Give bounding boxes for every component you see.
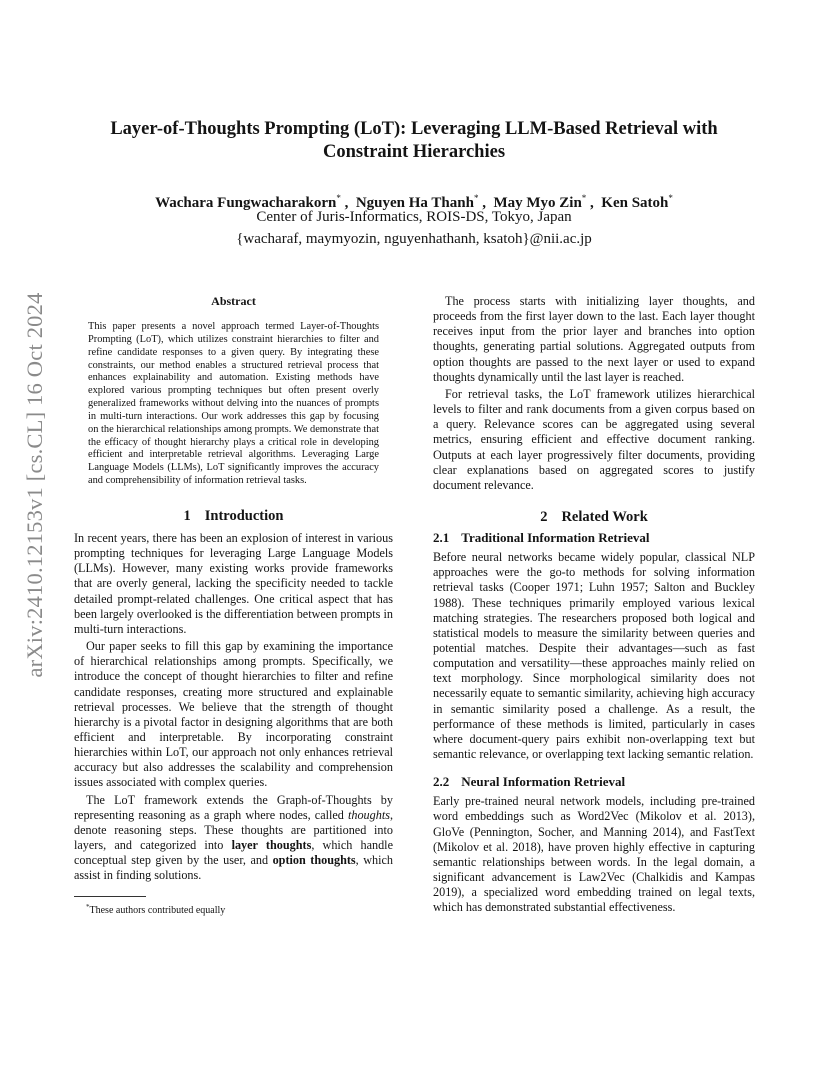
section-heading-related-work: [433, 508, 755, 526]
left-column: [74, 294, 393, 917]
right-column: [433, 294, 755, 915]
section-heading-introduction: [74, 507, 393, 525]
term-layer-thoughts: layer thoughts: [231, 838, 312, 853]
author-mark: *: [336, 193, 341, 203]
section-title: Introduction: [204, 507, 284, 524]
author-mark: *: [668, 193, 673, 203]
neural-ir-paragraph: Early pre-trained neural network models, including pre-trained word embeddings such as Word2Vec (Mikolov et al. 2013), GloVe (Pennington, Socher, and Manning 2014), and FastText (Mikolov et al. 2018), have proven highly effective in capturing semantic relationships between words. In the legal domain, a significant advancement is Law2Vec (Chalkidis and Kampas 2019), a specialized word embedding trained on legal texts, which has demonstrated substantial effectiveness.: [433, 794, 755, 915]
arxiv-id-text: arXiv:2410.12153v1 [cs.CL] 16 Oct 2024: [22, 292, 47, 678]
term-option-thoughts: option thoughts: [272, 853, 356, 868]
intro-p3-text: The LoT framework extends the Graph-of-Thoughts by representing reasoning as a graph where nodes, called: [74, 792, 393, 822]
abstract-heading: Abstract: [211, 294, 256, 308]
author-mark: *: [473, 193, 479, 203]
lot-retrieval-paragraph: For retrieval tasks, the LoT framework utilizes hierarchical levels to filter and rank documents from a given corpus based on a query. Relevance scores can be aggregated using several metrics, ensuring efficient and effective document ranking. Outputs at each layer progressively filter documents, providing clear explanations based on aggregated scores to justify document relevance.: [433, 386, 755, 492]
affiliation: Center of Juris-Informatics, ROIS-DS, Tokyo, Japan: [256, 209, 572, 225]
footnote-divider: [74, 896, 146, 897]
intro-p3-text: , which handle conceptual step given by the user, and: [74, 838, 393, 868]
paper-title: [74, 118, 754, 164]
footnote-text: These authors contributed equally: [89, 904, 226, 916]
author-name: May Myo Zin: [493, 195, 582, 211]
author-name: Nguyen Ha Thanh: [355, 195, 474, 211]
title-line-2: Constraint Hierarchies: [322, 142, 506, 162]
subsection-number: 2.1: [433, 530, 450, 546]
author-name: Wachara Fungwacharakorn: [155, 195, 337, 211]
arxiv-identifier: [20, 290, 50, 680]
author-mark: *: [581, 193, 587, 203]
intro-p3-text: , denote reasoning steps. These thoughts are partitioned into layers, and categorized into: [74, 807, 393, 853]
title-line-1: Layer-of-Thoughts Prompting (LoT): Leveraging LLM-Based Retrieval with: [110, 119, 718, 139]
intro-paragraph-3: [74, 793, 393, 884]
lot-process-paragraph: The process starts with initializing layer thoughts, and proceeds from the first layer down to the last. Each layer thought receives input from the prior layer and branches into option thoughts, generating partial solutions. Aggregated outputs from option thoughts are passed to the next layer or used to expand thoughts dynamically until the last layer is reached.: [433, 294, 755, 384]
subsection-number: 2.2: [433, 774, 450, 790]
subsection-title: Traditional Information Retrieval: [461, 530, 650, 546]
section-number: 2: [540, 509, 548, 526]
author-emails: {wacharaf, maymyozin, nguyenhathanh, ksatoh}@nii.ac.jp: [236, 231, 592, 247]
subsection-heading-traditional-ir: [433, 530, 755, 546]
term-thoughts: thoughts: [347, 807, 390, 822]
author-list: Wachara Fungwacharakorn* , Nguyen Ha Thanh* , May Myo Zin* , Ken Satoh*: [155, 193, 673, 211]
intro-paragraph-2: Our paper seeks to fill this gap by examining the importance of hierarchical relationships among prompts. Specifically, we introduce the concept of thought hierarchies to filter and refine candidate responses, creating more structured and explainable retrieval processes. We believe that the strength of thought hierarchy is a pivotal factor in designing algorithms that are both efficient and interpretable. By incorporating constraint hierarchies within LoT, our approach not only enhances retrieval accuracy but also addresses the scalability and comprehension issues associated with complex queries.: [74, 639, 393, 790]
section-number: 1: [183, 507, 191, 524]
footnote-mark: *: [86, 902, 90, 911]
traditional-ir-paragraph: Before neural networks became widely popular, classical NLP approaches were the go-to methods for solving information retrieval tasks (Cooper 1971; Luhn 1957; Salton and Buckley 1988). These techniques primarily employed various lexical matching strategies. The researchers proposed both logical and statistical models to measure the similarity between queries and potential matches. Despite their advantages—such as fast computation and versatility—these approaches mainly relied on text morphology. Since morphological similarity does not necessarily equate to semantic similarity, achieving high accuracy in semantic similarity posed a challenge. As a result, the performance of these methods is limited, particularly in cases where document-query pairs exhibit non-overlapping text but semantic relevance, or overlapping text lacking semantic relation.: [433, 550, 755, 762]
abstract-text: This paper presents a novel approach termed Layer-of-Thoughts Prompting (LoT), which utilizes constraint hierarchies to filter and refine candidate responses to a given query. By integrating these constraints, our method enables a structured retrieval process that enhances explainability and automation. Existing methods have explored various prompting techniques but often present overly generalized frameworks without delving into the nuances of prompts in multi-turn interactions. Our work addresses this gap by focusing on the hierarchical relationships among prompts. We demonstrate that the efficacy of thought hierarchy plays a critical role in developing efficient and interpretable retrieval algorithms. Leveraging Large Language Models (LLMs), LoT significantly improves the accuracy and comprehensibility of information retrieval tasks.: [88, 321, 379, 487]
intro-p3-text: , which assist in finding solutions.: [74, 853, 393, 883]
footnote: [74, 901, 393, 917]
subsection-title: Neural Information Retrieval: [461, 774, 626, 790]
intro-paragraph-1: In recent years, there has been an explosion of interest in various prompting techniques for leveraging Large Language Models (LLMs). However, many existing works provide frameworks that are overly general, lacking the specificity needed to tackle detailed prompt-related challenges. One critical aspect that has been largely overlooked is the differentiation between prompts in multi-turn interactions.: [74, 530, 393, 636]
subsection-heading-neural-ir: [433, 774, 755, 790]
author-name: Ken Satoh: [601, 195, 669, 211]
section-title: Related Work: [561, 509, 648, 526]
